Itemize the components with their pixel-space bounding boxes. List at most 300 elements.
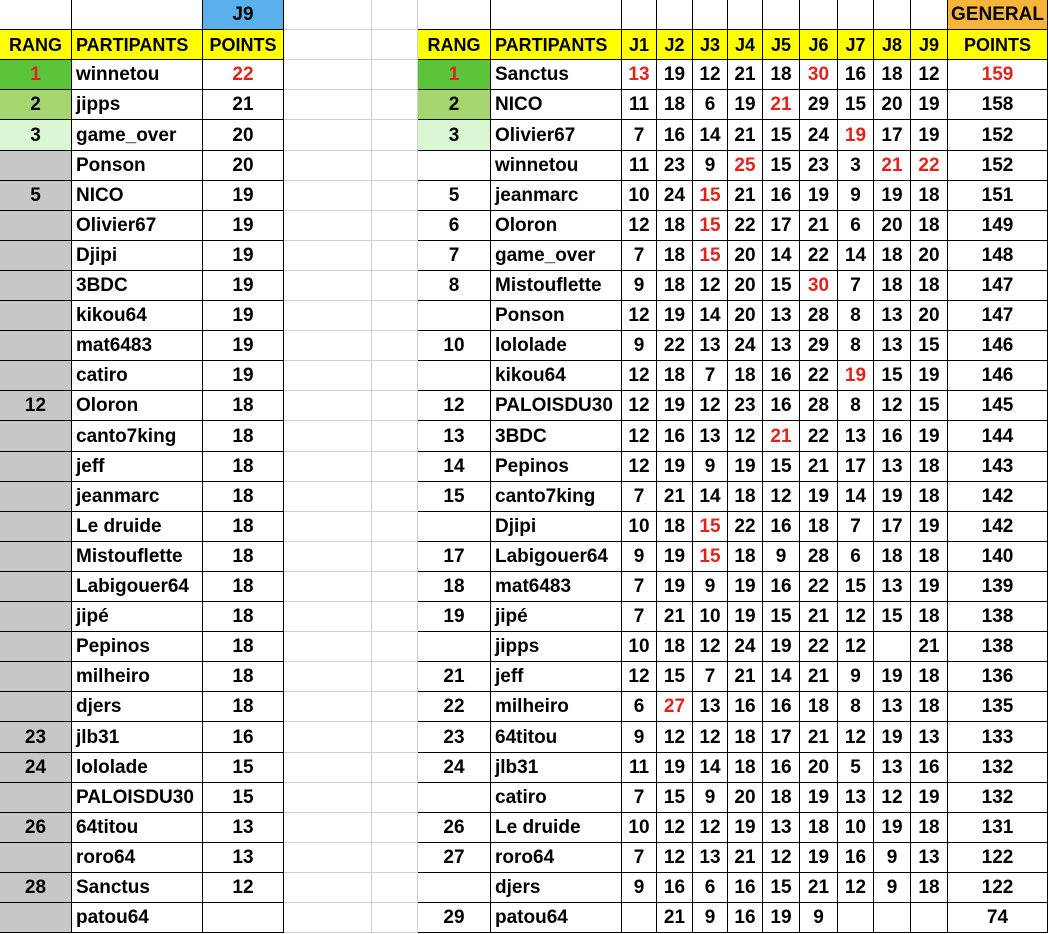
blank-cell[interactable] bbox=[284, 783, 372, 813]
score-j3[interactable]: 10 bbox=[693, 602, 728, 632]
score-j9[interactable]: 13 bbox=[911, 722, 948, 753]
score-j8[interactable]: 20 bbox=[874, 90, 911, 120]
score-j4[interactable]: 18 bbox=[728, 722, 763, 753]
right-rang[interactable]: 27 bbox=[418, 843, 491, 873]
right-header-j5[interactable]: J5 bbox=[763, 30, 800, 60]
right-participant[interactable]: 64titou bbox=[491, 722, 622, 753]
right-participant[interactable]: Sanctus bbox=[491, 60, 622, 90]
blank-cell[interactable] bbox=[657, 0, 693, 30]
blank-cell[interactable] bbox=[284, 572, 372, 602]
left-participant[interactable]: patou64 bbox=[72, 903, 203, 933]
left-participant[interactable]: jipé bbox=[72, 602, 203, 632]
left-rang[interactable] bbox=[0, 331, 72, 361]
blank-cell[interactable] bbox=[284, 90, 372, 120]
score-j3[interactable]: 15 bbox=[693, 512, 728, 542]
score-j6[interactable]: 18 bbox=[800, 813, 838, 843]
score-j8[interactable]: 12 bbox=[874, 783, 911, 813]
left-rang[interactable] bbox=[0, 512, 72, 542]
left-points[interactable]: 18 bbox=[203, 572, 284, 602]
score-j9[interactable]: 15 bbox=[911, 331, 948, 361]
left-participant[interactable]: Oloron bbox=[72, 391, 203, 421]
score-j6[interactable]: 30 bbox=[800, 60, 838, 90]
score-j7[interactable]: 16 bbox=[838, 843, 874, 873]
right-participant[interactable]: jipps bbox=[491, 632, 622, 662]
left-participant[interactable]: Mistouflette bbox=[72, 542, 203, 572]
left-rang[interactable] bbox=[0, 692, 72, 722]
total-points[interactable]: 151 bbox=[948, 181, 1048, 211]
score-j6[interactable]: 22 bbox=[800, 632, 838, 662]
score-j1[interactable]: 12 bbox=[622, 662, 657, 692]
blank-cell[interactable] bbox=[284, 843, 372, 873]
score-j8[interactable]: 18 bbox=[874, 60, 911, 90]
right-rang[interactable]: 10 bbox=[418, 331, 491, 361]
blank-cell[interactable] bbox=[728, 0, 763, 30]
right-participant[interactable]: winnetou bbox=[491, 151, 622, 181]
left-rang[interactable] bbox=[0, 602, 72, 632]
score-j2[interactable]: 19 bbox=[657, 542, 693, 572]
total-points[interactable]: 132 bbox=[948, 753, 1048, 783]
score-j4[interactable]: 12 bbox=[728, 421, 763, 452]
score-j4[interactable]: 25 bbox=[728, 151, 763, 181]
score-j5[interactable]: 19 bbox=[763, 632, 800, 662]
score-j8[interactable]: 13 bbox=[874, 331, 911, 361]
score-j4[interactable]: 20 bbox=[728, 783, 763, 813]
left-points[interactable]: 20 bbox=[203, 151, 284, 181]
score-j2[interactable]: 18 bbox=[657, 632, 693, 662]
score-j9[interactable]: 18 bbox=[911, 181, 948, 211]
right-rang[interactable]: 15 bbox=[418, 482, 491, 512]
left-points[interactable]: 19 bbox=[203, 181, 284, 211]
score-j7[interactable]: 8 bbox=[838, 391, 874, 421]
right-rang[interactable] bbox=[418, 361, 491, 391]
score-j3[interactable]: 15 bbox=[693, 181, 728, 211]
blank-cell[interactable] bbox=[284, 692, 372, 722]
score-j1[interactable]: 7 bbox=[622, 602, 657, 632]
score-j1[interactable]: 11 bbox=[622, 151, 657, 181]
score-j8[interactable]: 9 bbox=[874, 843, 911, 873]
total-points[interactable]: 142 bbox=[948, 482, 1048, 512]
score-j8[interactable]: 19 bbox=[874, 181, 911, 211]
right-rang[interactable]: 17 bbox=[418, 542, 491, 572]
left-rang[interactable] bbox=[0, 482, 72, 512]
score-j6[interactable]: 19 bbox=[800, 783, 838, 813]
score-j1[interactable]: 10 bbox=[622, 813, 657, 843]
right-rang[interactable]: 8 bbox=[418, 271, 491, 301]
blank-cell[interactable] bbox=[372, 783, 418, 813]
left-points[interactable]: 18 bbox=[203, 662, 284, 692]
score-j9[interactable]: 18 bbox=[911, 542, 948, 572]
total-points[interactable]: 146 bbox=[948, 331, 1048, 361]
score-j3[interactable]: 13 bbox=[693, 331, 728, 361]
left-participant[interactable]: catiro bbox=[72, 361, 203, 391]
blank-cell[interactable] bbox=[693, 0, 728, 30]
score-j6[interactable]: 24 bbox=[800, 120, 838, 151]
right-rang[interactable]: 13 bbox=[418, 421, 491, 452]
blank-cell[interactable] bbox=[372, 452, 418, 482]
score-j6[interactable]: 19 bbox=[800, 181, 838, 211]
score-j7[interactable]: 8 bbox=[838, 301, 874, 331]
score-j2[interactable]: 21 bbox=[657, 602, 693, 632]
left-participant[interactable]: Djipi bbox=[72, 241, 203, 271]
blank-cell[interactable] bbox=[372, 692, 418, 722]
score-j5[interactable]: 13 bbox=[763, 331, 800, 361]
score-j2[interactable]: 19 bbox=[657, 572, 693, 602]
left-points[interactable]: 13 bbox=[203, 813, 284, 843]
left-points[interactable]: 19 bbox=[203, 361, 284, 391]
blank-cell[interactable] bbox=[284, 813, 372, 843]
left-points[interactable]: 18 bbox=[203, 602, 284, 632]
left-rang[interactable]: 23 bbox=[0, 722, 72, 753]
score-j1[interactable]: 12 bbox=[622, 391, 657, 421]
left-participant[interactable]: Ponson bbox=[72, 151, 203, 181]
score-j1[interactable]: 11 bbox=[622, 753, 657, 783]
right-rang[interactable] bbox=[418, 151, 491, 181]
score-j2[interactable]: 16 bbox=[657, 873, 693, 903]
score-j2[interactable]: 21 bbox=[657, 482, 693, 512]
score-j5[interactable]: 18 bbox=[763, 60, 800, 90]
score-j4[interactable]: 24 bbox=[728, 632, 763, 662]
score-j2[interactable]: 18 bbox=[657, 211, 693, 241]
score-j3[interactable]: 14 bbox=[693, 301, 728, 331]
blank-cell[interactable] bbox=[284, 211, 372, 241]
score-j3[interactable]: 12 bbox=[693, 632, 728, 662]
score-j3[interactable]: 9 bbox=[693, 151, 728, 181]
score-j7[interactable]: 6 bbox=[838, 211, 874, 241]
score-j2[interactable]: 12 bbox=[657, 722, 693, 753]
blank-cell[interactable] bbox=[284, 60, 372, 90]
score-j1[interactable]: 6 bbox=[622, 692, 657, 722]
score-j3[interactable]: 13 bbox=[693, 421, 728, 452]
left-points[interactable]: 16 bbox=[203, 722, 284, 753]
score-j5[interactable]: 16 bbox=[763, 753, 800, 783]
left-participant[interactable]: jeanmarc bbox=[72, 482, 203, 512]
blank-cell[interactable] bbox=[372, 602, 418, 632]
right-rang[interactable]: 2 bbox=[418, 90, 491, 120]
left-participant[interactable]: mat6483 bbox=[72, 331, 203, 361]
left-points[interactable]: 19 bbox=[203, 241, 284, 271]
blank-cell[interactable] bbox=[284, 753, 372, 783]
right-participant[interactable]: jeanmarc bbox=[491, 181, 622, 211]
total-points[interactable]: 145 bbox=[948, 391, 1048, 421]
right-rang[interactable] bbox=[418, 512, 491, 542]
left-participant[interactable]: jlb31 bbox=[72, 722, 203, 753]
score-j3[interactable]: 14 bbox=[693, 120, 728, 151]
score-j2[interactable]: 18 bbox=[657, 271, 693, 301]
right-participant[interactable]: NICO bbox=[491, 90, 622, 120]
score-j5[interactable]: 14 bbox=[763, 662, 800, 692]
blank-cell[interactable] bbox=[372, 0, 418, 30]
score-j9[interactable]: 18 bbox=[911, 873, 948, 903]
score-j4[interactable]: 16 bbox=[728, 873, 763, 903]
blank-cell[interactable] bbox=[763, 0, 800, 30]
left-points[interactable]: 19 bbox=[203, 331, 284, 361]
score-j1[interactable]: 9 bbox=[622, 542, 657, 572]
score-j9[interactable]: 19 bbox=[911, 512, 948, 542]
score-j4[interactable]: 20 bbox=[728, 241, 763, 271]
score-j7[interactable]: 5 bbox=[838, 753, 874, 783]
left-header-points[interactable]: POINTS bbox=[203, 30, 284, 60]
score-j2[interactable]: 15 bbox=[657, 783, 693, 813]
total-points[interactable]: 138 bbox=[948, 632, 1048, 662]
total-points[interactable]: 74 bbox=[948, 903, 1048, 933]
score-j4[interactable]: 21 bbox=[728, 120, 763, 151]
blank-cell[interactable] bbox=[372, 722, 418, 753]
left-participant[interactable]: jipps bbox=[72, 90, 203, 120]
left-participant[interactable]: Sanctus bbox=[72, 873, 203, 903]
score-j6[interactable]: 19 bbox=[800, 482, 838, 512]
score-j7[interactable]: 14 bbox=[838, 241, 874, 271]
right-rang[interactable]: 7 bbox=[418, 241, 491, 271]
score-j8[interactable]: 18 bbox=[874, 241, 911, 271]
score-j1[interactable] bbox=[622, 903, 657, 933]
left-rang[interactable] bbox=[0, 572, 72, 602]
score-j7[interactable]: 12 bbox=[838, 602, 874, 632]
score-j6[interactable]: 20 bbox=[800, 753, 838, 783]
score-j5[interactable]: 17 bbox=[763, 722, 800, 753]
score-j5[interactable]: 16 bbox=[763, 391, 800, 421]
score-j9[interactable]: 18 bbox=[911, 211, 948, 241]
score-j6[interactable]: 22 bbox=[800, 241, 838, 271]
score-j9[interactable] bbox=[911, 903, 948, 933]
left-points[interactable]: 19 bbox=[203, 211, 284, 241]
score-j7[interactable]: 12 bbox=[838, 632, 874, 662]
blank-cell[interactable] bbox=[372, 843, 418, 873]
score-j1[interactable]: 12 bbox=[622, 421, 657, 452]
score-j8[interactable]: 17 bbox=[874, 512, 911, 542]
total-points[interactable]: 139 bbox=[948, 572, 1048, 602]
score-j4[interactable]: 24 bbox=[728, 331, 763, 361]
score-j4[interactable]: 20 bbox=[728, 301, 763, 331]
score-j8[interactable]: 15 bbox=[874, 361, 911, 391]
score-j9[interactable]: 18 bbox=[911, 271, 948, 301]
right-participant[interactable]: Olivier67 bbox=[491, 120, 622, 151]
left-participant[interactable]: Olivier67 bbox=[72, 211, 203, 241]
score-j8[interactable] bbox=[874, 903, 911, 933]
score-j8[interactable]: 19 bbox=[874, 662, 911, 692]
total-points[interactable]: 159 bbox=[948, 60, 1048, 90]
score-j2[interactable]: 27 bbox=[657, 692, 693, 722]
score-j7[interactable]: 15 bbox=[838, 90, 874, 120]
score-j6[interactable]: 21 bbox=[800, 211, 838, 241]
score-j4[interactable]: 16 bbox=[728, 903, 763, 933]
left-participant[interactable]: PALOISDU30 bbox=[72, 783, 203, 813]
right-participant[interactable]: jeff bbox=[491, 662, 622, 692]
score-j6[interactable]: 18 bbox=[800, 512, 838, 542]
score-j3[interactable]: 9 bbox=[693, 452, 728, 482]
score-j6[interactable]: 29 bbox=[800, 90, 838, 120]
left-rang[interactable]: 26 bbox=[0, 813, 72, 843]
score-j1[interactable]: 7 bbox=[622, 482, 657, 512]
score-j2[interactable]: 19 bbox=[657, 301, 693, 331]
blank-cell[interactable] bbox=[284, 421, 372, 452]
score-j5[interactable]: 15 bbox=[763, 452, 800, 482]
left-participant[interactable]: Le druide bbox=[72, 512, 203, 542]
blank-cell[interactable] bbox=[284, 241, 372, 271]
left-participant[interactable]: 64titou bbox=[72, 813, 203, 843]
blank-cell[interactable] bbox=[284, 602, 372, 632]
left-rang[interactable] bbox=[0, 241, 72, 271]
score-j7[interactable]: 12 bbox=[838, 722, 874, 753]
right-rang[interactable] bbox=[418, 301, 491, 331]
blank-cell[interactable] bbox=[418, 0, 491, 30]
score-j8[interactable]: 13 bbox=[874, 692, 911, 722]
left-rang[interactable] bbox=[0, 301, 72, 331]
score-j5[interactable]: 13 bbox=[763, 813, 800, 843]
score-j8[interactable]: 13 bbox=[874, 572, 911, 602]
score-j3[interactable]: 15 bbox=[693, 542, 728, 572]
left-points[interactable]: 13 bbox=[203, 843, 284, 873]
score-j9[interactable]: 18 bbox=[911, 813, 948, 843]
left-header-participants[interactable]: PARTIPANTS bbox=[72, 30, 203, 60]
score-j9[interactable]: 19 bbox=[911, 90, 948, 120]
blank-cell[interactable] bbox=[372, 632, 418, 662]
score-j5[interactable]: 16 bbox=[763, 181, 800, 211]
right-participant[interactable]: roro64 bbox=[491, 843, 622, 873]
score-j6[interactable]: 28 bbox=[800, 301, 838, 331]
blank-cell[interactable] bbox=[284, 873, 372, 903]
blank-cell[interactable] bbox=[372, 361, 418, 391]
general-label[interactable]: GENERAL bbox=[948, 0, 1048, 30]
blank-cell[interactable] bbox=[372, 753, 418, 783]
score-j7[interactable]: 16 bbox=[838, 60, 874, 90]
score-j9[interactable]: 13 bbox=[911, 843, 948, 873]
blank-cell[interactable] bbox=[372, 572, 418, 602]
score-j4[interactable]: 22 bbox=[728, 512, 763, 542]
score-j5[interactable]: 16 bbox=[763, 572, 800, 602]
blank-cell[interactable] bbox=[491, 0, 622, 30]
blank-cell[interactable] bbox=[0, 0, 72, 30]
left-rang[interactable] bbox=[0, 662, 72, 692]
left-rang[interactable] bbox=[0, 542, 72, 572]
blank-cell[interactable] bbox=[372, 542, 418, 572]
score-j1[interactable]: 7 bbox=[622, 572, 657, 602]
score-j8[interactable]: 18 bbox=[874, 271, 911, 301]
score-j6[interactable]: 18 bbox=[800, 692, 838, 722]
score-j3[interactable]: 14 bbox=[693, 482, 728, 512]
score-j6[interactable]: 21 bbox=[800, 602, 838, 632]
left-participant[interactable]: kikou64 bbox=[72, 301, 203, 331]
score-j2[interactable]: 24 bbox=[657, 181, 693, 211]
score-j4[interactable]: 19 bbox=[728, 602, 763, 632]
score-j3[interactable]: 12 bbox=[693, 60, 728, 90]
score-j1[interactable]: 7 bbox=[622, 843, 657, 873]
blank-cell[interactable] bbox=[284, 542, 372, 572]
left-rang[interactable] bbox=[0, 361, 72, 391]
right-rang[interactable]: 23 bbox=[418, 722, 491, 753]
score-j7[interactable]: 17 bbox=[838, 452, 874, 482]
right-header-j4[interactable]: J4 bbox=[728, 30, 763, 60]
score-j2[interactable]: 19 bbox=[657, 753, 693, 783]
total-points[interactable]: 135 bbox=[948, 692, 1048, 722]
right-participant[interactable]: Le druide bbox=[491, 813, 622, 843]
blank-cell[interactable] bbox=[72, 0, 203, 30]
right-header-participants[interactable]: PARTIPANTS bbox=[491, 30, 622, 60]
right-participant[interactable]: lololade bbox=[491, 331, 622, 361]
score-j4[interactable]: 19 bbox=[728, 572, 763, 602]
score-j4[interactable]: 18 bbox=[728, 482, 763, 512]
total-points[interactable]: 140 bbox=[948, 542, 1048, 572]
score-j9[interactable]: 16 bbox=[911, 753, 948, 783]
score-j1[interactable]: 12 bbox=[622, 452, 657, 482]
right-participant[interactable]: jlb31 bbox=[491, 753, 622, 783]
score-j6[interactable]: 9 bbox=[800, 903, 838, 933]
score-j2[interactable]: 15 bbox=[657, 662, 693, 692]
blank-cell[interactable] bbox=[372, 90, 418, 120]
score-j9[interactable]: 19 bbox=[911, 783, 948, 813]
left-rang[interactable]: 28 bbox=[0, 873, 72, 903]
blank-cell[interactable] bbox=[284, 30, 372, 60]
left-participant[interactable]: jeff bbox=[72, 452, 203, 482]
score-j7[interactable]: 7 bbox=[838, 512, 874, 542]
blank-cell[interactable] bbox=[372, 181, 418, 211]
blank-cell[interactable] bbox=[800, 0, 838, 30]
score-j1[interactable]: 9 bbox=[622, 331, 657, 361]
score-j5[interactable]: 13 bbox=[763, 301, 800, 331]
left-rang[interactable]: 2 bbox=[0, 90, 72, 120]
left-participant[interactable]: lololade bbox=[72, 753, 203, 783]
score-j6[interactable]: 30 bbox=[800, 271, 838, 301]
total-points[interactable]: 148 bbox=[948, 241, 1048, 271]
score-j5[interactable]: 15 bbox=[763, 271, 800, 301]
left-rang[interactable] bbox=[0, 783, 72, 813]
score-j4[interactable]: 18 bbox=[728, 753, 763, 783]
score-j3[interactable]: 15 bbox=[693, 211, 728, 241]
score-j5[interactable]: 15 bbox=[763, 873, 800, 903]
score-j1[interactable]: 10 bbox=[622, 512, 657, 542]
right-rang[interactable]: 26 bbox=[418, 813, 491, 843]
score-j5[interactable]: 19 bbox=[763, 903, 800, 933]
right-rang[interactable] bbox=[418, 873, 491, 903]
right-header-j6[interactable]: J6 bbox=[800, 30, 838, 60]
score-j2[interactable]: 19 bbox=[657, 60, 693, 90]
right-participant[interactable]: kikou64 bbox=[491, 361, 622, 391]
score-j6[interactable]: 22 bbox=[800, 421, 838, 452]
score-j5[interactable]: 15 bbox=[763, 602, 800, 632]
left-participant[interactable]: Labigouer64 bbox=[72, 572, 203, 602]
right-rang[interactable] bbox=[418, 783, 491, 813]
score-j7[interactable]: 12 bbox=[838, 873, 874, 903]
score-j5[interactable]: 14 bbox=[763, 241, 800, 271]
score-j9[interactable]: 18 bbox=[911, 692, 948, 722]
blank-cell[interactable] bbox=[372, 662, 418, 692]
score-j9[interactable]: 20 bbox=[911, 301, 948, 331]
score-j9[interactable]: 19 bbox=[911, 572, 948, 602]
score-j4[interactable]: 21 bbox=[728, 181, 763, 211]
total-points[interactable]: 158 bbox=[948, 90, 1048, 120]
score-j1[interactable]: 11 bbox=[622, 90, 657, 120]
total-points[interactable]: 142 bbox=[948, 512, 1048, 542]
right-header-j1[interactable]: J1 bbox=[622, 30, 657, 60]
right-participant[interactable]: 3BDC bbox=[491, 421, 622, 452]
left-rang[interactable] bbox=[0, 421, 72, 452]
score-j1[interactable]: 12 bbox=[622, 211, 657, 241]
score-j1[interactable]: 13 bbox=[622, 60, 657, 90]
left-participant[interactable]: djers bbox=[72, 692, 203, 722]
score-j4[interactable]: 19 bbox=[728, 813, 763, 843]
left-rang[interactable]: 12 bbox=[0, 391, 72, 421]
score-j3[interactable]: 9 bbox=[693, 903, 728, 933]
left-participant[interactable]: game_over bbox=[72, 120, 203, 151]
right-participant[interactable]: Labigouer64 bbox=[491, 542, 622, 572]
score-j8[interactable]: 19 bbox=[874, 482, 911, 512]
right-participant[interactable]: canto7king bbox=[491, 482, 622, 512]
score-j6[interactable]: 19 bbox=[800, 843, 838, 873]
right-rang[interactable]: 12 bbox=[418, 391, 491, 421]
score-j3[interactable]: 13 bbox=[693, 692, 728, 722]
score-j9[interactable]: 19 bbox=[911, 120, 948, 151]
blank-cell[interactable] bbox=[372, 873, 418, 903]
blank-cell[interactable] bbox=[372, 331, 418, 361]
